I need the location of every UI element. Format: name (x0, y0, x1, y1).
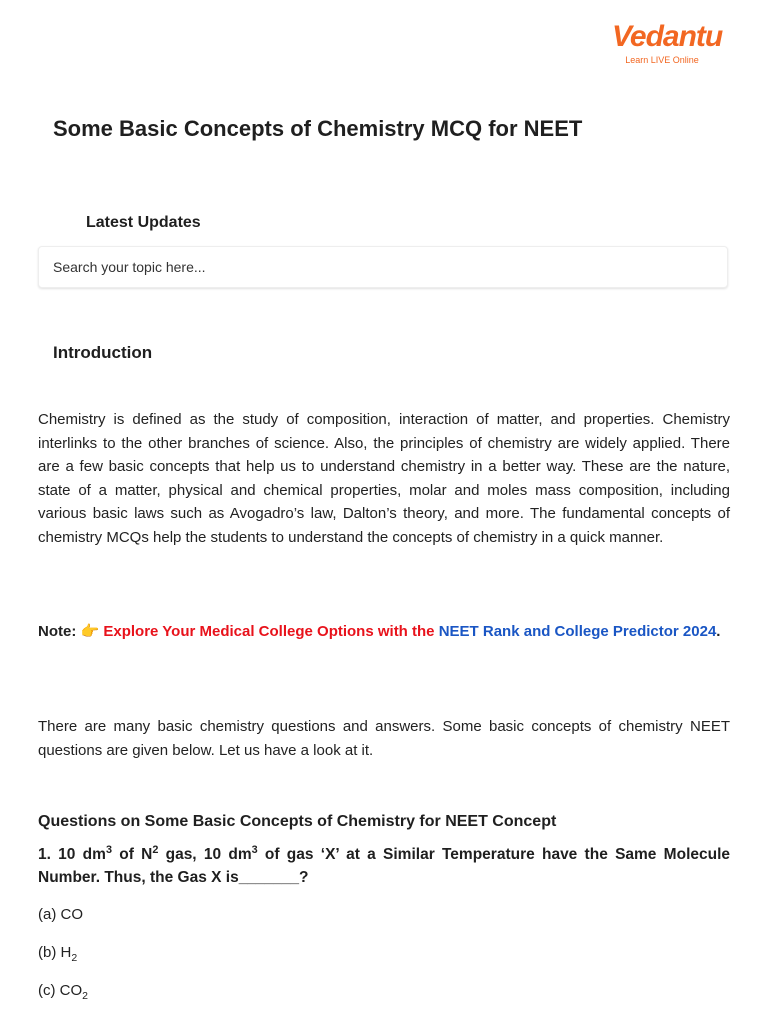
search-input[interactable] (38, 246, 728, 288)
question-1-text-d: of gas ‘X’ at a Similar Temperature have the Same Molecule Number. Thus, the Gas X is_______? (38, 846, 731, 886)
latest-updates-heading[interactable]: Latest Updates (86, 214, 201, 231)
question-1-sup-a: 3 (105, 843, 112, 856)
note-end: . (716, 623, 721, 640)
note-promo-text: Explore Your Medical College Options with the (103, 623, 435, 640)
overview-paragraph: There are many basic chemistry questions and answers. Some basic concepts of chemistry NEET questions are given below. Let us have a look at it. (38, 718, 730, 759)
option-c-subscript: 2 (82, 990, 89, 1002)
question-1-sup-b: 2 (152, 843, 159, 856)
question-1-text-c: gas, 10 dm (158, 846, 252, 863)
option-a (38, 906, 83, 923)
option-c-text: (c) CO (38, 982, 83, 999)
vedantu-logo[interactable] (612, 20, 723, 66)
option-b-subscript: 2 (71, 952, 78, 964)
introduction-heading: Introduction (53, 343, 153, 362)
neet-predictor-link[interactable]: NEET Rank and College Predictor 2024 (438, 623, 717, 640)
pointing-hand-icon: 👉 (80, 623, 100, 640)
note-label: Note: (38, 623, 77, 640)
logo-tagline: Learn LIVE Online (625, 55, 699, 65)
option-c (38, 982, 89, 1002)
question-1-sup-c: 3 (251, 843, 258, 856)
option-b-text: (b) H (38, 944, 72, 961)
question-1-text-b: of N (111, 846, 153, 863)
introduction-paragraph: Chemistry is defined as the study of composition, interaction of matter, and properties. Chemistry interlinks to the other branches of science. Also, the principles of chemistry are widely applied. There are a few basic concepts that help us to understand chemistry in a better way. These are the nature, state of a matter, physical and chemical properties, molar and moles mass composition, including various basic laws such as Avogadro’s law, Dalton’s theory, and more. The fundamental concepts of chemistry MCQs help the students to understand the concepts of chemistry in a quick manner. (38, 411, 730, 546)
option-a-text: (a) CO (38, 906, 83, 923)
logo-wordmark: Vedantu (612, 20, 723, 53)
note-paragraph (38, 620, 730, 644)
option-b (38, 944, 78, 964)
question-1-text-a: 1. 10 dm (38, 846, 106, 863)
page-title: Some Basic Concepts of Chemistry MCQ for NEET (53, 116, 583, 141)
questions-heading: Questions on Some Basic Concepts of Chemistry for NEET Concept (38, 813, 557, 830)
question-1 (38, 843, 730, 889)
